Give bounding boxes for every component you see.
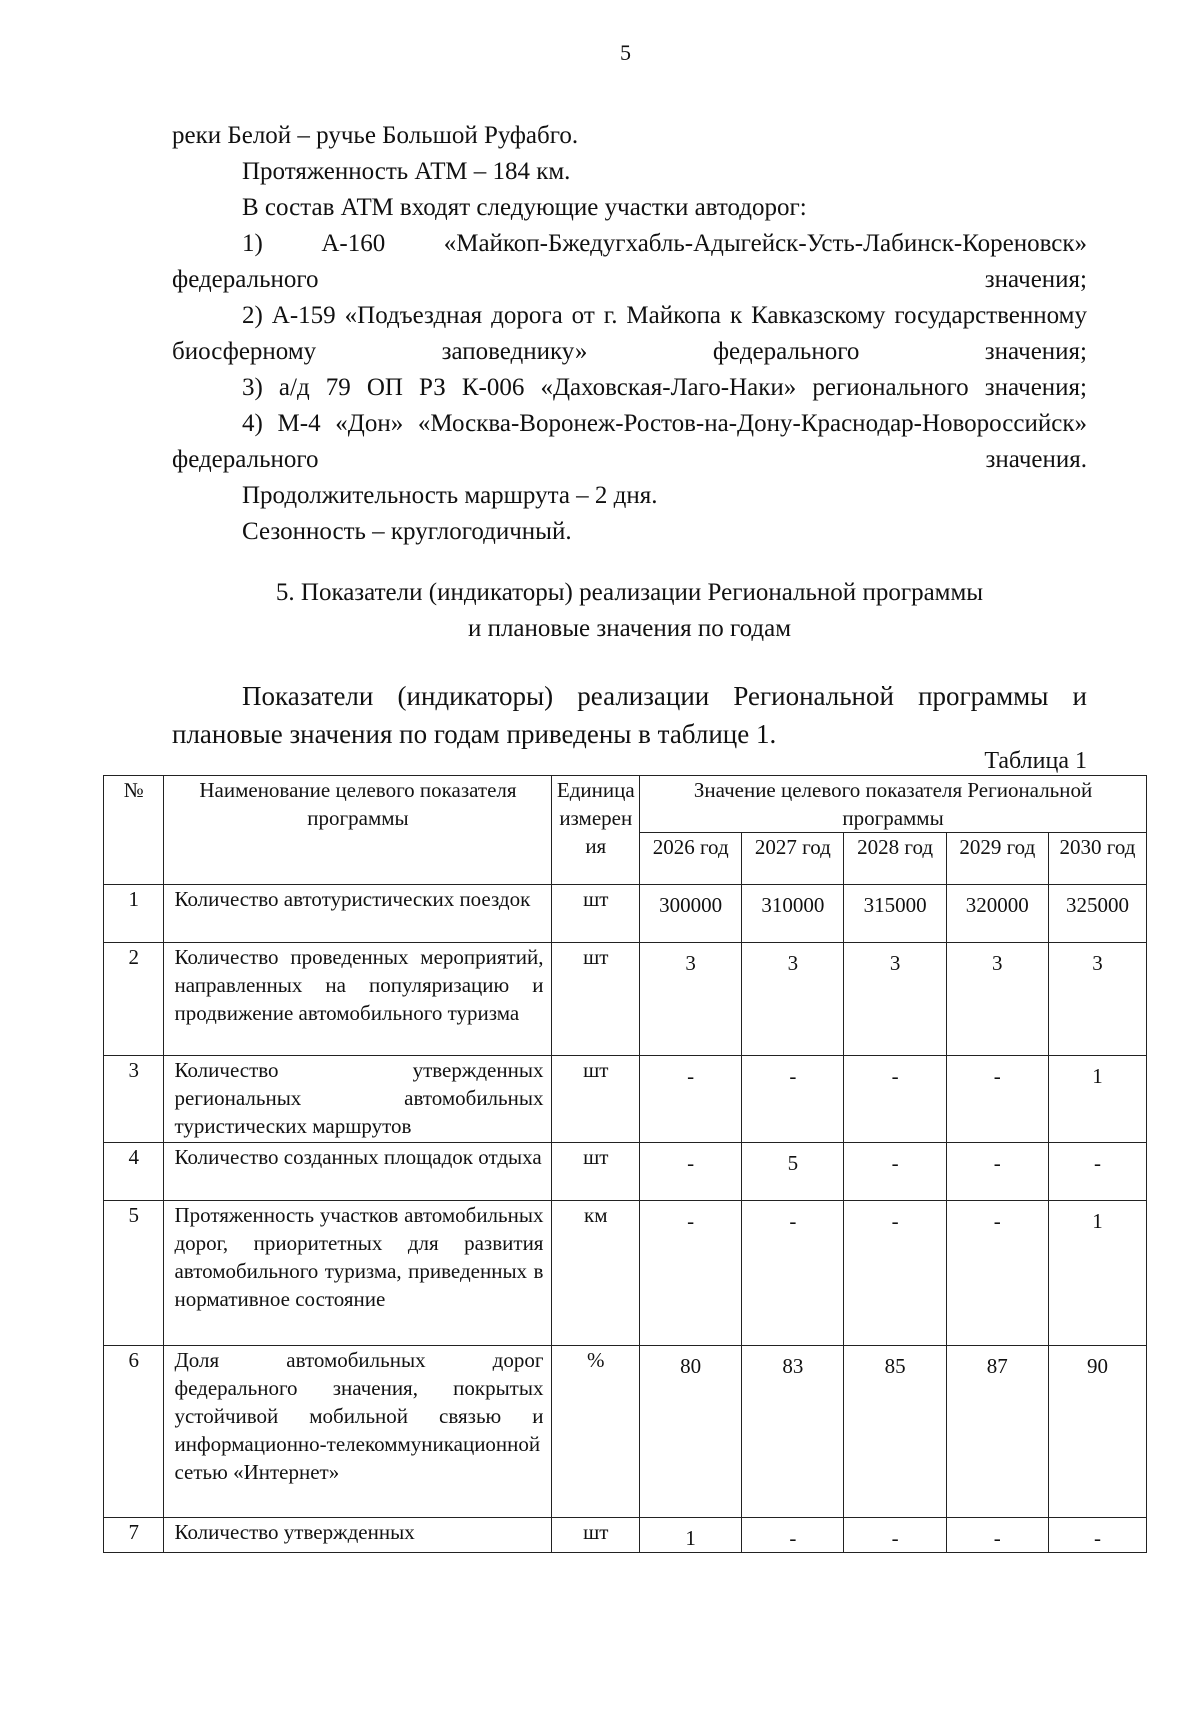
intro-paragraph [172, 677, 1087, 753]
unit-cell: шт [552, 1143, 640, 1201]
value-cell: - [742, 1201, 844, 1346]
header-year: 2026 год [640, 833, 742, 885]
unit-cell: шт [552, 943, 640, 1056]
value-cell: 300000 [640, 885, 742, 943]
indicator-name: Количество проведенных мероприятий, направленных на популяризацию и продвижение автомобильного туризма [164, 943, 552, 1056]
header-unit: Единица измерения [552, 776, 640, 885]
value-cell: - [640, 1201, 742, 1346]
table-row [104, 1143, 1147, 1201]
value-cell: - [640, 1056, 742, 1143]
value-cell: 1 [640, 1518, 742, 1553]
value-cell: - [640, 1143, 742, 1201]
row-number: 1 [104, 885, 164, 943]
indicator-name: Количество утвержденных [164, 1518, 552, 1553]
body-text [172, 118, 1087, 550]
table-header-row [104, 776, 1147, 833]
value-cell: 325000 [1048, 885, 1146, 943]
value-cell: 3 [1048, 943, 1146, 1056]
header-year: 2027 год [742, 833, 844, 885]
table-row [104, 1056, 1147, 1143]
table-row [104, 885, 1147, 943]
section-heading-line: 5. Показатели (индикаторы) реализации Региональной программы [275, 579, 984, 606]
indicator-name: Количество автотуристических поездок [164, 885, 552, 943]
paragraph-list-item: 2) А-159 «Подъездная дорога от г. Майкопа к Кавказскому государственному биосферному заповеднику» федерального значения; [172, 302, 1087, 365]
indicator-name: Доля автомобильных дорог федерального значения, покрытых устойчивой мобильной связью и информационно-телекоммуникационной сетью «Интернет» [164, 1346, 552, 1518]
value-cell: - [844, 1143, 946, 1201]
intro-text: Показатели (индикаторы) реализации Региональной программы и плановые значения по годам приведены в таблице 1. [172, 681, 1087, 749]
paragraph-list-item: 4) М-4 «Дон» «Москва-Воронеж-Ростов-на-Дону-Краснодар-Новороссийск» федерального значения. [172, 410, 1087, 473]
row-number: 2 [104, 943, 164, 1056]
header-year: 2029 год [946, 833, 1048, 885]
indicator-name: Количество утвержденных региональных автомобильных туристических маршрутов [164, 1056, 552, 1143]
header-name: Наименование целевого показателя программы [164, 776, 552, 885]
section-heading [172, 575, 1087, 647]
row-number: 5 [104, 1201, 164, 1346]
value-cell: - [844, 1518, 946, 1553]
value-cell: 1 [1048, 1056, 1146, 1143]
unit-cell: км [552, 1201, 640, 1346]
paragraph: Продолжительность маршрута – 2 дня. [242, 482, 658, 509]
value-cell: 87 [946, 1346, 1048, 1518]
indicator-name: Протяженность участков автомобильных дорог, приоритетных для развития автомобильного туризма, приведенных в нормативное состояние [164, 1201, 552, 1346]
paragraph-list-item: 1) А-160 «Майкоп-Бжедугхабль-Адыгейск-Усть-Лабинск-Кореновск» федерального значения; [172, 230, 1087, 293]
paragraph-list-item: 3) а/д 79 ОП РЗ К-006 «Даховская-Лаго-Наки» регионального значения; [242, 374, 1087, 401]
value-cell: - [946, 1201, 1048, 1346]
value-cell: 320000 [946, 885, 1048, 943]
value-cell: - [1048, 1518, 1146, 1553]
indicator-name: Количество созданных площадок отдыха [164, 1143, 552, 1201]
paragraph: Сезонность – круглогодичный. [242, 518, 572, 545]
paragraph: В состав АТМ входят следующие участки автодорог: [242, 194, 807, 221]
value-cell: 1 [1048, 1201, 1146, 1346]
value-cell: - [946, 1143, 1048, 1201]
unit-cell: шт [552, 1518, 640, 1553]
value-cell: 3 [946, 943, 1048, 1056]
value-cell: 3 [742, 943, 844, 1056]
value-cell: 3 [640, 943, 742, 1056]
table-label: Таблица 1 [984, 748, 1087, 774]
paragraph: реки Белой – ручье Большой Руфабго. [172, 122, 579, 149]
table-row [104, 1201, 1147, 1346]
table-row [104, 1346, 1147, 1518]
value-cell: 310000 [742, 885, 844, 943]
table-row [104, 1518, 1147, 1553]
value-cell: 85 [844, 1346, 946, 1518]
row-number: 3 [104, 1056, 164, 1143]
value-cell: - [844, 1201, 946, 1346]
value-cell: - [1048, 1143, 1146, 1201]
indicators-table [103, 775, 1147, 1553]
section-heading-line: и плановые значения по годам [467, 615, 792, 642]
value-cell: - [742, 1056, 844, 1143]
value-cell: - [742, 1518, 844, 1553]
value-cell: - [844, 1056, 946, 1143]
row-number: 7 [104, 1518, 164, 1553]
value-cell: 90 [1048, 1346, 1146, 1518]
value-cell: 80 [640, 1346, 742, 1518]
unit-cell: % [552, 1346, 640, 1518]
unit-cell: шт [552, 1056, 640, 1143]
header-year: 2028 год [844, 833, 946, 885]
value-cell: - [946, 1056, 1048, 1143]
value-cell: 315000 [844, 885, 946, 943]
table-row [104, 943, 1147, 1056]
value-cell: - [946, 1518, 1048, 1553]
value-cell: 83 [742, 1346, 844, 1518]
paragraph: Протяженность АТМ – 184 км. [242, 158, 571, 185]
row-number: 6 [104, 1346, 164, 1518]
header-values-group: Значение целевого показателя Региональной программы [640, 776, 1147, 833]
unit-cell: шт [552, 885, 640, 943]
row-number: 4 [104, 1143, 164, 1201]
header-year: 2030 год [1048, 833, 1146, 885]
value-cell: 3 [844, 943, 946, 1056]
header-no: № [104, 776, 164, 885]
value-cell: 5 [742, 1143, 844, 1201]
page-number: 5 [620, 40, 631, 65]
